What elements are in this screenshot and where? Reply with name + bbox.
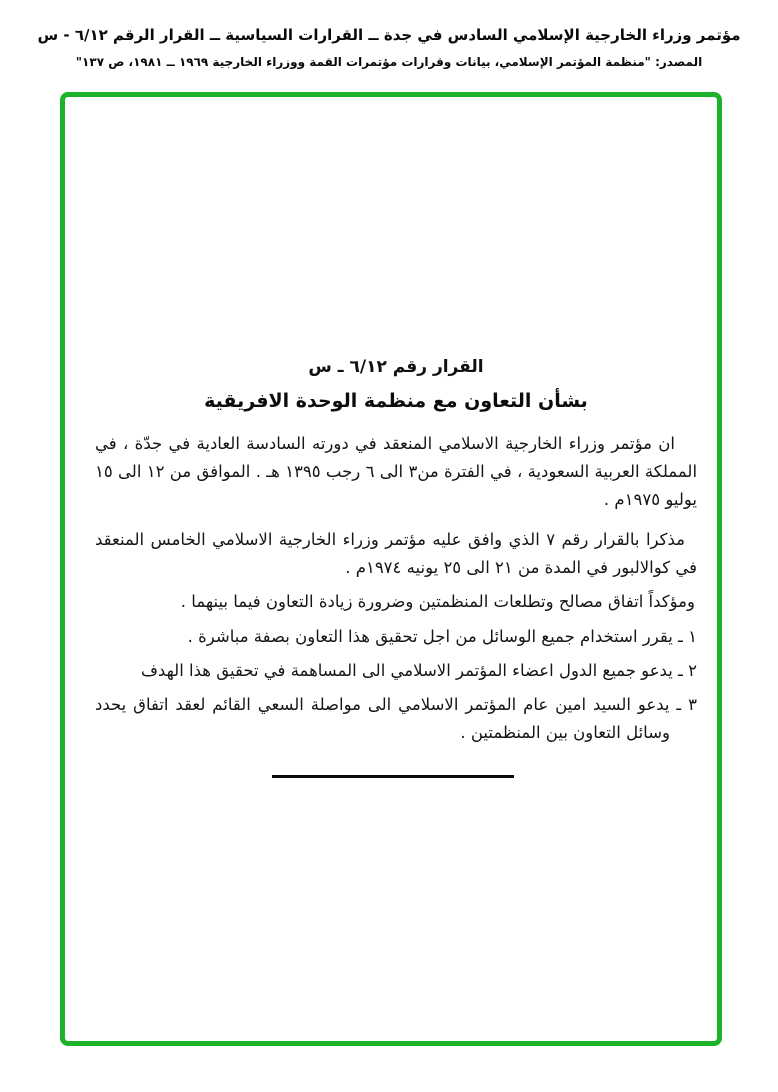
document-body bbox=[65, 97, 717, 753]
preamble-paragraph: ان مؤتمر وزراء الخارجية الاسلامي المنعقد في دورته السادسة العادية في جدّة ، في المملكة العربية السعودية ، في الفترة من٣ الى ٦ رجب ١٣٩٥ هـ . الموافق من ١٢ الى ١٥ يوليو ١٩٧٥م . bbox=[95, 434, 698, 509]
header-conference-title: مؤتمر وزراء الخارجية الإسلامي السادس في جدة ــ القرارات السياسية ــ القرار الرقم ٦/١٢ - س bbox=[37, 26, 741, 44]
green-border-frame bbox=[60, 92, 722, 1046]
resolution-number-title: القرار رقم ٦/١٢ ـ س bbox=[308, 357, 484, 377]
document-header bbox=[0, 25, 778, 70]
affirming-paragraph: ومؤكداً اتفاق مصالح وتطلعات المنظمتين وضرورة زيادة التعاون فيما بينهما . bbox=[180, 592, 695, 611]
resolution-subject-title: بشأن التعاون مع منظمة الوحدة الافريقية bbox=[204, 390, 588, 412]
resolution-item-2: ٢ ـ يدعو جميع الدول اعضاء المؤتمر الاسلامي الى المساهمة في تحقيق هذا الهدف bbox=[140, 661, 697, 680]
resolution-item-3: ٣ ـ يدعو السيد امين عام المؤتمر الاسلامي الى مواصلة السعي القائم لعقد اتفاق يحدد وسائل التعاون بين المنظمتين . bbox=[95, 695, 697, 742]
header-source-citation: المصدر: "منظمة المؤتمر الإسلامي، بيانات وقرارات مؤتمرات القمة ووزراء الخارجية ١٩٦٩ ــ ١٩٨١، ص ١٣٧" bbox=[75, 55, 703, 69]
footnote-divider bbox=[272, 775, 514, 778]
resolution-item-1: ١ ـ يقرر استخدام جميع الوسائل من اجل تحقيق هذا التعاون بصفة مباشرة . bbox=[187, 627, 697, 646]
recalling-paragraph: مذكرا بالقرار رقم ٧ الذي وافق عليه مؤتمر وزراء الخارجية الاسلامي الخامس المنعقد في كوالالبور في المدة من ٢١ الى ٢٥ يونيه ١٩٧٤م . bbox=[95, 530, 697, 577]
